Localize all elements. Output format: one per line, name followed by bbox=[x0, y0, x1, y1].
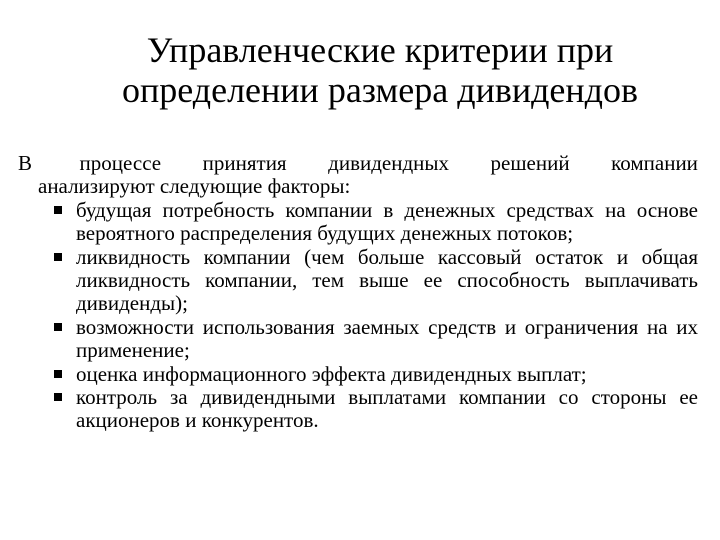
list-item-text: будущая потребность компании в денежных средствах на основе вероятного распределения будущих денежных потоков; bbox=[76, 197, 698, 246]
slide-body bbox=[18, 152, 698, 433]
factor-list bbox=[18, 199, 698, 433]
list-item bbox=[18, 386, 698, 433]
intro-word: процессе bbox=[79, 151, 162, 175]
list-item bbox=[18, 246, 698, 316]
intro-continuation: анализируют следующие факторы: bbox=[38, 174, 351, 199]
list-item bbox=[18, 363, 698, 386]
list-item-text: возможности использования заемных средств и ограничения на их применение; bbox=[76, 314, 698, 363]
list-item bbox=[18, 199, 698, 246]
square-bullet-icon bbox=[54, 253, 62, 261]
intro-word: компании bbox=[611, 151, 698, 175]
square-bullet-icon bbox=[54, 323, 62, 331]
list-item-text: контроль за дивидендными выплатами компании со стороны ее акционеров и конкурентов. bbox=[76, 385, 698, 433]
slide-title bbox=[60, 30, 700, 110]
intro-word: решений bbox=[490, 151, 570, 175]
intro-word: принятия bbox=[202, 151, 287, 175]
list-item-text: ликвидность компании (чем больше кассовый остаток и общая ликвидность компании, тем выше ее способность выплачивать дивиденды); bbox=[76, 244, 698, 316]
list-item bbox=[18, 316, 698, 363]
square-bullet-icon bbox=[54, 370, 62, 378]
title-line-2: определении размера дивидендов bbox=[122, 70, 638, 110]
intro-first-line: В процессе принятия дивидендных решений компании bbox=[18, 151, 698, 175]
square-bullet-icon bbox=[54, 206, 62, 214]
square-bullet-icon bbox=[54, 393, 62, 401]
title-line-1: Управленческие критерии при bbox=[146, 30, 614, 70]
intro-paragraph bbox=[18, 152, 698, 199]
list-item-text: оценка информационного эффекта дивидендных выплат; bbox=[76, 361, 587, 386]
intro-word: дивидендных bbox=[328, 151, 449, 175]
